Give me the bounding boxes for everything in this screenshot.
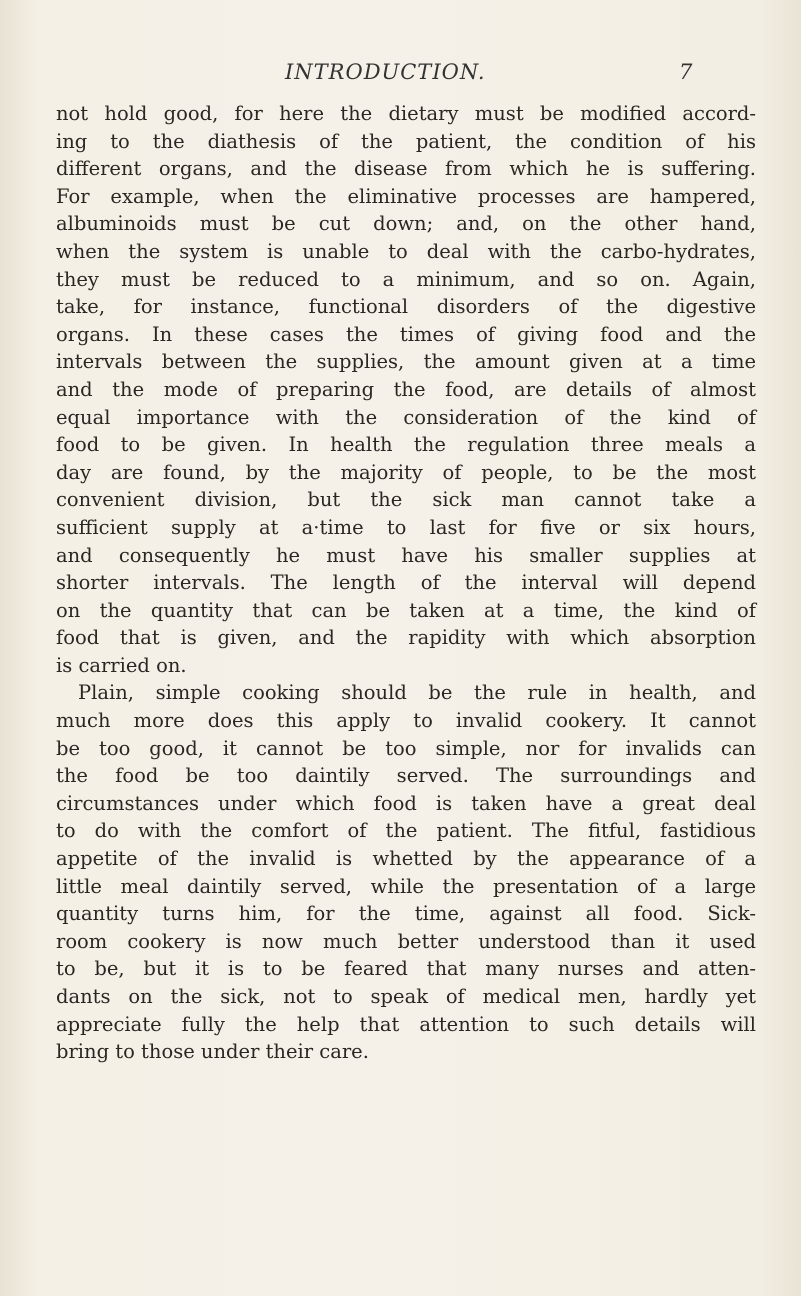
text-line: and consequently he must have his smaller supplies at [56,543,756,567]
text-line: to do with the comfort of the patient. The fitful, fastidious [56,819,756,843]
text-line: appreciate fully the help that attention to such details will [56,1012,756,1036]
running-title: INTRODUCTION. [285,60,486,84]
text-line: on the quantity that can be taken at a time, the kind of [56,598,756,622]
text-line: intervals between the supplies, the amount given at a time [56,350,756,374]
text-line: ing to the diathesis of the patient, the condition of his [56,129,756,153]
text-line: sufficient supply at a·time to last for five or six hours, [56,515,756,539]
paragraph-2 [56,679,756,1065]
text-line: food that is given, and the rapidity with which absorption [56,626,756,650]
page-number: 7 [679,60,693,84]
text-line: not hold good, for here the dietary must be modified accord- [56,102,756,125]
text-line: room cookery is now much better understood than it used [56,929,756,953]
text-line: organs. In these cases the times of giving food and the [56,322,756,346]
text-line: equal importance with the consideration of the kind of [56,405,756,429]
text-line: convenient division, but the sick man cannot take a [56,488,756,512]
text-line: to be, but it is to be feared that many nurses and atten- [56,957,756,981]
running-head [0,60,801,90]
body-text [56,100,756,1066]
text-line: take, for instance, functional disorders of the digestive [56,295,756,319]
text-line: For example, when the eliminative processes are hampered, [56,184,756,208]
text-line: albuminoids must be cut down; and, on the other hand, [56,212,756,236]
text-line: be too good, it cannot be too simple, nor for invalids can [56,736,756,760]
text-line: and the mode of preparing the food, are details of almost [56,377,756,401]
text-line: Plain, simple cooking should be the rule in health, and [78,681,756,705]
text-line: day are found, by the majority of people, to be the most [56,460,756,484]
text-line: the food be too daintily served. The surroundings and [56,764,756,788]
text-line: circumstances under which food is taken have a great deal [56,791,756,815]
text-line: appetite of the invalid is whetted by the appearance of a [56,847,756,871]
text-line: shorter intervals. The length of the interval will depend [56,571,756,595]
text-line: different organs, and the disease from which he is suffering. [56,157,756,181]
text-line: dants on the sick, not to speak of medical men, hardly yet [56,985,756,1008]
text-line: little meal daintily served, while the presentation of a large [56,874,756,898]
text-line: much more does this apply to invalid cookery. It cannot [56,709,756,733]
paragraph-1 [56,100,756,679]
text-line: is carried on. [56,653,187,677]
text-line: they must be reduced to a minimum, and so on. Again, [56,267,756,291]
text-line: bring to those under their care. [56,1040,369,1064]
text-line: when the system is unable to deal with the carbo-hydrates, [56,239,756,263]
text-line: quantity turns him, for the time, against all food. Sick- [56,902,756,926]
text-line: food to be given. In health the regulation three meals a [56,433,756,457]
